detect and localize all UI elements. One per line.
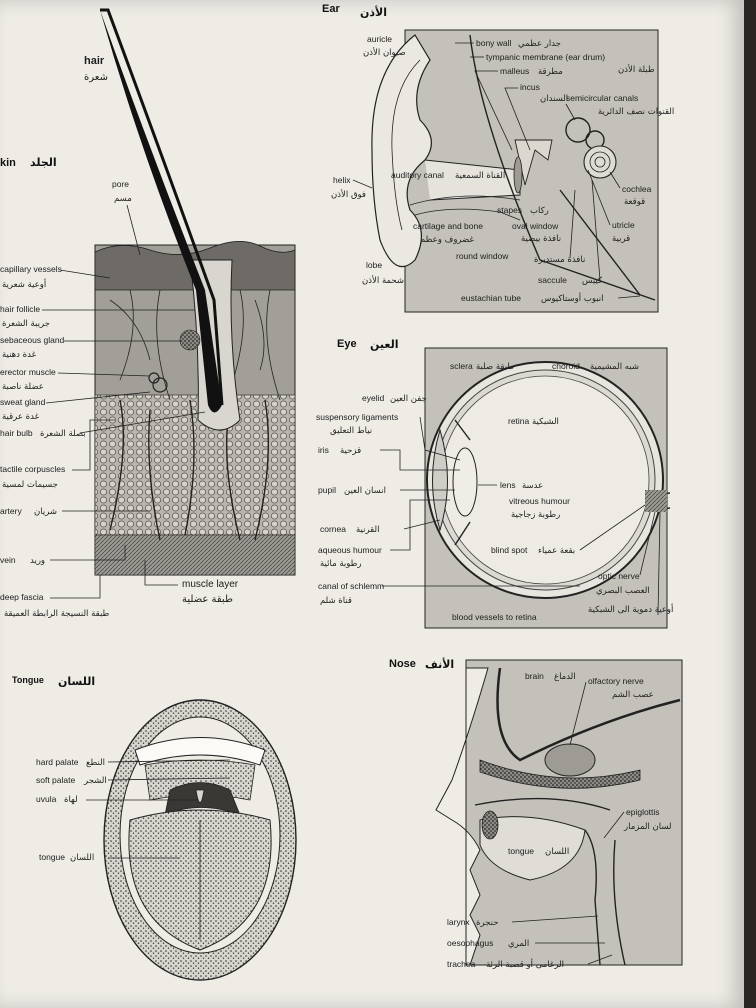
oval-window-label-ar: نافذة بيضية bbox=[521, 234, 562, 244]
skin-label: vein bbox=[0, 555, 16, 565]
fat-cell-layer bbox=[95, 395, 295, 535]
soft-palate-label-ar: الشجر bbox=[84, 776, 107, 786]
hard-palate-label-ar: النطع bbox=[86, 758, 106, 768]
helix-label-ar: فوق الأذن bbox=[331, 190, 366, 200]
nose-title-en: Nose bbox=[389, 658, 416, 670]
lens-label-ar: عدسة bbox=[522, 481, 544, 491]
eustachian-label-ar: انبوب أوستاكيوس bbox=[541, 294, 604, 304]
trachea-label: trachea bbox=[447, 959, 476, 969]
tongue-label: tongue bbox=[39, 852, 65, 862]
optic-nerve-label-ar: العصب البصري bbox=[596, 586, 650, 596]
skin-label: artery bbox=[0, 506, 22, 516]
skin-label: sweat gland bbox=[0, 397, 46, 407]
skin-label: erector muscle bbox=[0, 367, 56, 377]
optic-nerve-label: optic nerve bbox=[598, 571, 640, 581]
eye-diagram bbox=[316, 338, 673, 628]
skin-label-ar: طبقة النسيجة الرابطة العميقة bbox=[4, 609, 110, 619]
sebaceous-gland-shape bbox=[180, 330, 200, 350]
saccule-label: saccule bbox=[538, 275, 567, 285]
ear-title-en: Ear bbox=[322, 3, 340, 15]
olfactory-label-ar: عصب الشم bbox=[612, 690, 654, 700]
skin-label-ar: شريان bbox=[34, 507, 58, 517]
bony-wall-label-ar: جدار عظمي bbox=[518, 39, 561, 49]
blood-vessels-label: blood vessels to retina bbox=[452, 612, 537, 622]
round-window-label: round window bbox=[456, 251, 509, 261]
sclera-label-ar: طبقة صلبة bbox=[476, 362, 515, 372]
blood-vessels-label-ar: أوعية دموية الى الشبكية bbox=[588, 605, 674, 615]
utricle-label-ar: قربية bbox=[612, 234, 631, 244]
auditory-canal-label: auditory canal bbox=[391, 170, 444, 180]
pupil-label: pupil bbox=[318, 485, 336, 495]
hair-label-ar: شعرة bbox=[84, 72, 108, 83]
choroid-label-ar: شبه المشيمية bbox=[590, 362, 639, 372]
larynx-label-ar: حنجرة bbox=[476, 918, 499, 928]
round-window-label-ar: نافذة مستديرة bbox=[534, 255, 586, 265]
vitreous-label-ar: رطوبة زجاجية bbox=[511, 510, 561, 520]
binding-edge bbox=[744, 0, 756, 1008]
skin-label: deep fascia bbox=[0, 592, 44, 602]
blind-spot-label-ar: بقعة عمياء bbox=[538, 546, 576, 556]
skin-label: sebaceous gland bbox=[0, 335, 65, 345]
skin-label-ar: غدة دهنية bbox=[2, 350, 37, 360]
hair-label: hair bbox=[84, 55, 105, 67]
tympanic-label-ar: طبلة الأذن bbox=[618, 65, 655, 75]
tongue-diagram bbox=[12, 675, 296, 980]
incus-label-ar: السندان bbox=[540, 94, 569, 104]
skin-title-en: kin bbox=[0, 157, 16, 169]
pore-label-ar: مسم bbox=[114, 194, 132, 204]
skin-label: capillary vessels bbox=[0, 264, 62, 274]
skin-title-ar: الجلد bbox=[30, 156, 57, 169]
malleus-label: malleus bbox=[500, 66, 530, 76]
eye-title-ar: العين bbox=[370, 338, 399, 351]
auricle-label: auricle bbox=[367, 34, 393, 44]
tongue-label-ar: اللسان bbox=[70, 853, 95, 863]
nose-title-ar: الأنف bbox=[425, 658, 455, 671]
uvula-label: uvula bbox=[36, 794, 57, 804]
pore-label: pore bbox=[112, 179, 130, 189]
muscle-layer-label: muscle layer bbox=[182, 579, 239, 590]
oesophagus-label: oesophagus bbox=[447, 938, 494, 948]
sclera-label: sclera bbox=[450, 361, 473, 371]
auricle-label-ar: صيوان الأذن bbox=[363, 48, 406, 58]
cartilage-label-ar: غضروف وعظم bbox=[420, 235, 474, 245]
oval-window-label: oval window bbox=[512, 221, 559, 231]
skin-label-ar: غدة عرقية bbox=[2, 412, 40, 422]
pupil-label-ar: انسان العين bbox=[344, 486, 386, 496]
iris-label: iris bbox=[318, 445, 329, 455]
nose-tongue-label: tongue bbox=[508, 846, 534, 856]
cochlea-label: cochlea bbox=[622, 184, 652, 194]
trachea-label-ar: الرغامى أو قصبة الرئة bbox=[486, 960, 565, 970]
stapes-label: stapes bbox=[497, 205, 523, 215]
skin-label: hair bulb bbox=[0, 428, 33, 438]
olfactory-label: olfactory nerve bbox=[588, 676, 644, 686]
tympanic-label: tympanic membrane (ear drum) bbox=[486, 52, 606, 62]
choroid-label: choroid bbox=[552, 361, 580, 371]
bony-wall-label: bony wall bbox=[476, 38, 512, 48]
ear-diagram bbox=[322, 3, 674, 312]
cornea-label-ar: القرنية bbox=[356, 525, 380, 535]
blind-spot-label: blind spot bbox=[491, 545, 528, 555]
lens-shape bbox=[453, 448, 477, 516]
soft-palate-label: soft palate bbox=[36, 775, 76, 785]
lens-label: lens bbox=[500, 480, 516, 490]
cochlea-label-ar: قوقعة bbox=[624, 197, 646, 207]
eyelid-label: eyelid bbox=[362, 393, 385, 403]
lobe-label-ar: شحمة الأذن bbox=[362, 276, 405, 286]
suspensory-label-ar: نياط التعليق bbox=[330, 426, 373, 436]
helix-label: helix bbox=[333, 175, 351, 185]
skin-label-ar: أوعية شعرية bbox=[2, 280, 47, 290]
olfactory-bulb bbox=[545, 744, 595, 776]
saccule-label-ar: كييس bbox=[582, 276, 603, 286]
skin-diagram bbox=[0, 10, 295, 619]
epiglottis-label: epiglottis bbox=[626, 807, 660, 817]
semicircular-label-ar: القنوات نصف الدائرية bbox=[598, 107, 675, 117]
nose-diagram bbox=[389, 657, 682, 970]
brain-label: brain bbox=[525, 671, 544, 681]
ear-title-ar: الأذن bbox=[360, 6, 387, 19]
epiglottis-label-ar: لسان المزمار bbox=[624, 822, 672, 832]
schlemm-label-ar: قناة شلم bbox=[320, 596, 352, 606]
skin-label-ar: جسيمات لمسية bbox=[2, 480, 58, 490]
iris-label-ar: قزحية bbox=[340, 446, 362, 456]
skin-label-ar: بصلة الشعرة bbox=[40, 429, 86, 439]
skin-label-ar: جريبة الشعرة bbox=[2, 319, 50, 329]
eustachian-label: eustachian tube bbox=[461, 293, 522, 303]
muscle-layer-label-ar: طبقة عضلية bbox=[182, 594, 233, 605]
skin-label-ar: وريد bbox=[30, 556, 46, 566]
incus-label: incus bbox=[520, 82, 540, 92]
schlemm-label: canal of schlemm bbox=[318, 581, 385, 591]
nose-tongue-label-ar: اللسان bbox=[545, 847, 570, 857]
uvula-label-ar: لهاة bbox=[64, 795, 78, 805]
cartilage-label: cartilage and bone bbox=[413, 221, 483, 231]
suspensory-label: suspensory ligaments bbox=[316, 412, 399, 422]
malleus-label-ar: مطرقة bbox=[538, 67, 563, 77]
utricle-label: utricle bbox=[612, 220, 635, 230]
brain-label-ar: الدماغ bbox=[554, 672, 576, 682]
oesophagus-label-ar: المري bbox=[508, 939, 530, 949]
cornea-label: cornea bbox=[320, 524, 346, 534]
aqueous-label: aqueous humour bbox=[318, 545, 382, 555]
skin-label: tactile corpuscles bbox=[0, 464, 66, 474]
hard-palate-label: hard palate bbox=[36, 757, 79, 767]
retina-label-ar: الشبكية bbox=[532, 417, 559, 427]
semicircular-label: semicircular canals bbox=[566, 93, 639, 103]
tongue-title-ar: اللسان bbox=[58, 675, 96, 688]
lobe-label: lobe bbox=[366, 260, 383, 270]
eyelid-label-ar: جفن العين bbox=[390, 394, 427, 404]
skin-label: hair follicle bbox=[0, 304, 41, 314]
retina-label: retina bbox=[508, 416, 530, 426]
eye-title-en: Eye bbox=[337, 338, 357, 350]
aqueous-label-ar: رطوبة مائية bbox=[320, 559, 362, 569]
stapes-label-ar: ركاب bbox=[530, 206, 549, 216]
skin-label-ar: عضلة ناصبة bbox=[2, 382, 44, 392]
larynx-label: larynx bbox=[447, 917, 470, 927]
vitreous-label: vitreous humour bbox=[509, 496, 570, 506]
tongue-title-en: Tongue bbox=[12, 675, 44, 685]
auditory-canal-label-ar: القناة السمعية bbox=[455, 171, 506, 181]
